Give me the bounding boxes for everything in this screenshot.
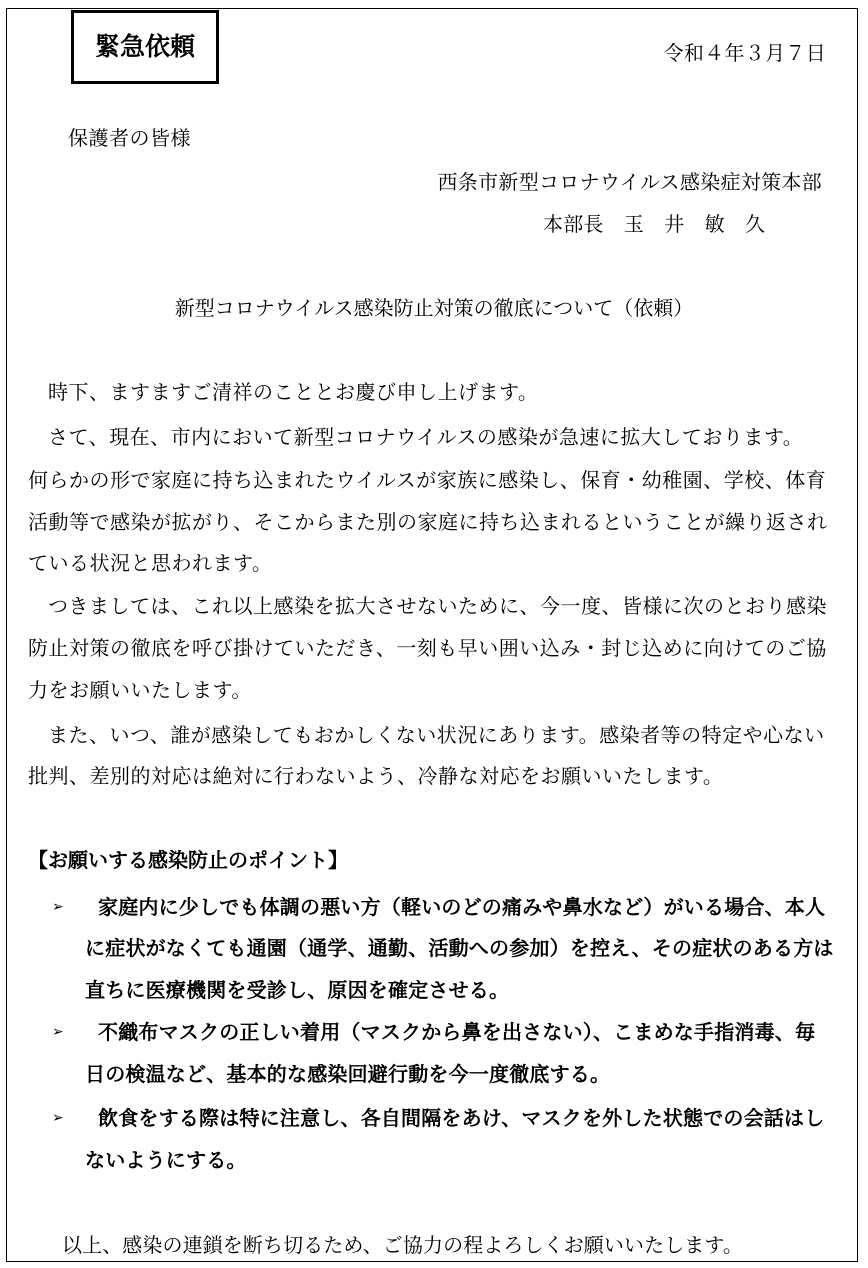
body-line: 活動等で感染が拡がり、そこからまた別の家庭に持ち込まれるということが繰り返され — [28, 510, 828, 534]
body-line: つきましては、これ以上感染を拡大させないために、今一度、皆様に次のとおり感染 — [48, 594, 827, 618]
body-line: ている状況と思われます。 — [28, 551, 273, 575]
point-line: 飲食をする際は特に注意し、各自間隔をあけ、マスクを外した状態での会話はし — [98, 1106, 825, 1130]
body-line: また、いつ、誰が感染してもおかしくない状況にあります。感染者等の特定や心ない — [48, 723, 825, 747]
points-heading: 【お願いする感染防止のポイント】 — [28, 848, 348, 872]
recipient-line: 保護者の皆様 — [68, 126, 191, 150]
document-title: 新型コロナウイルス感染防止対策の徹底について（依頼） — [174, 296, 694, 320]
point-line: ないようにする。 — [85, 1148, 247, 1172]
point-line: 不織布マスクの正しい着用（マスクから鼻を出さない）、こまめな手指消毒、毎 — [98, 1020, 816, 1044]
sender-organization: 西条市新型コロナウイルス感染症対策本部 — [437, 170, 822, 194]
body-line: さて、現在、市内において新型コロナウイルスの感染が急速に拡大しております。 — [48, 425, 804, 449]
body-line: 防止対策の徹底を呼び掛けていただき、一刻も早い囲い込み・封じ込めに向けてのご協 — [28, 636, 827, 660]
body-line: 力をお願いいたします。 — [28, 678, 252, 702]
body-line: 時下、ますますご清祥のこととお慶び申し上げます。 — [48, 380, 539, 404]
bullet-arrow-icon: ➢ — [52, 1110, 64, 1126]
closing-line: 以上、感染の連鎖を断ち切るため、ご協力の程よろしくお願いいたします。 — [62, 1233, 743, 1257]
point-line: に症状がなくても通園（通学、通勤、活動への参加）を控え、その症状のある方は — [85, 936, 834, 960]
body-line: 何らかの形で家庭に持ち込まれたウイルスが家族に感染し、保育・幼稚園、学校、体育 — [28, 468, 827, 492]
sender-name: 本部長 玉 井 敏 久 — [543, 212, 766, 236]
badge-label: 緊急依頼 — [94, 32, 195, 61]
point-line: 家庭内に少しでも体調の悪い方（軽いのどの痛みや鼻水など）がいる場合、本人 — [98, 895, 826, 919]
document-date: 令和４年３月７日 — [663, 41, 826, 65]
bullet-arrow-icon: ➢ — [52, 1024, 64, 1040]
body-line: 批判、差別的対応は絶対に行わないよう、冷静な対応をお願いいたします。 — [28, 764, 724, 788]
point-line: 直ちに医療機関を受診し、原因を確定させる。 — [85, 978, 510, 1002]
point-line: 日の検温など、基本的な感染回避行動を今一度徹底する。 — [85, 1062, 611, 1086]
urgent-request-badge — [71, 10, 219, 84]
bullet-arrow-icon: ➢ — [52, 899, 64, 915]
